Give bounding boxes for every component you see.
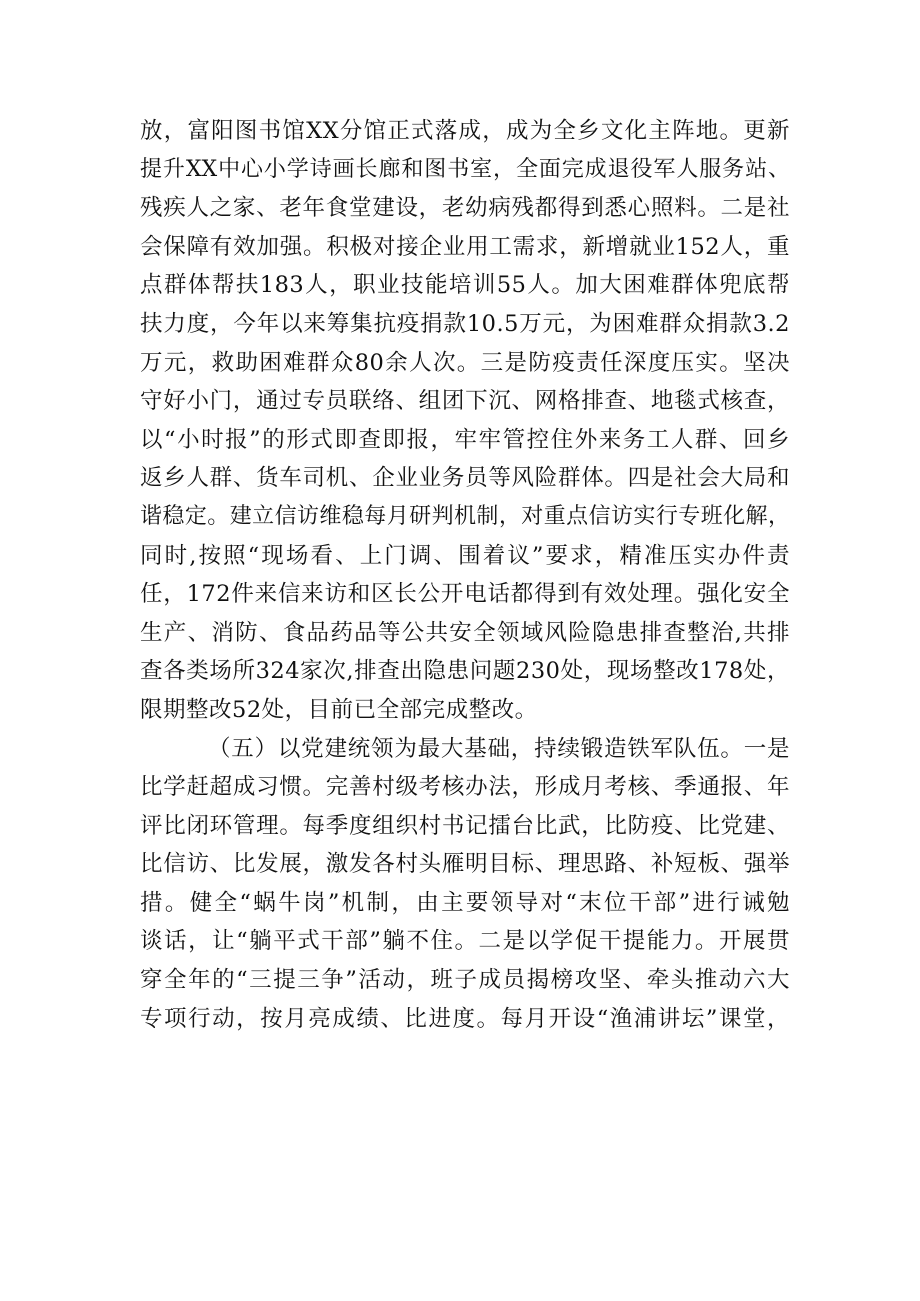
paragraph-line: 万元，救助困难群众80余人次。三是防疫责任深度压实。坚决: [140, 349, 790, 376]
paragraph-line: 限期整改52处，目前已全部完成整改。: [140, 696, 538, 723]
paragraph-line: 提升XX中心小学诗画长廊和图书室，全面完成退役军人服务站、: [140, 156, 790, 182]
paragraph-line: 任，172件来信来访和区长公开电话都得到有效处理。强化安全: [140, 581, 790, 608]
paragraph-line: 评比闭环管理。每季度组织村书记擂台比武，比防疫、比党建、: [140, 812, 790, 839]
section-heading-line: （五）以党建统领为最大基础，持续锻造铁军队伍。一是: [208, 735, 790, 762]
paragraph-2: [140, 730, 790, 1039]
paragraph-1: [140, 112, 790, 730]
paragraph-line: 返乡人群、货车司机、企业业务员等风险群体。四是社会大局和: [140, 465, 790, 492]
paragraph-line: 查各类场所324家次,排查出隐患问题230处，现场整改178处，: [140, 658, 790, 685]
document-body: [140, 112, 790, 1038]
paragraph-line: 比信访、比发展，激发各村头雁明目标、理思路、补短板、强举: [140, 851, 790, 878]
paragraph-line: 守好小门，通过专员联络、组团下沉、网格排查、地毯式核查，: [140, 388, 790, 415]
paragraph-line: 扶力度，今年以来筹集抗疫捐款10.5万元，为困难群众捐款3.2: [140, 310, 790, 337]
paragraph-line: 措。健全“蜗牛岗”机制，由主要领导对“末位干部”进行诫勉: [140, 889, 790, 916]
paragraph-line: 会保障有效加强。积极对接企业用工需求，新增就业152人，重: [140, 233, 790, 260]
paragraph-line: 放，富阳图书馆XX分馆正式落成，成为全乡文化主阵地。更新: [140, 118, 790, 144]
paragraph-line: 生产、消防、食品药品等公共安全领域风险隐患排查整治,共排: [140, 619, 790, 646]
paragraph-line: 比学赶超成习惯。完善村级考核办法，形成月考核、季通报、年: [140, 774, 790, 801]
paragraph-line: 残疾人之家、老年食堂建设，老幼病残都得到悉心照料。二是社: [140, 195, 790, 222]
paragraph-line: 以“小时报”的形式即查即报，牢牢管控住外来务工人群、回乡: [140, 426, 790, 453]
paragraph-line: 专项行动，按月亮成绩、比进度。每月开设“渔浦讲坛”课堂，: [140, 1005, 790, 1032]
paragraph-line: 点群体帮扶183人，职业技能培训55人。加大困难群体兜底帮: [140, 272, 790, 299]
paragraph-line: 同时,按照“现场看、上门调、围着议”要求，精准压实办件责: [140, 542, 790, 569]
paragraph-line: 谐稳定。建立信访维稳每月研判机制，对重点信访实行专班化解，: [140, 503, 790, 529]
paragraph-line: 穿全年的“三提三争”活动，班子成员揭榜攻坚、牵头推动六大: [140, 967, 790, 994]
paragraph-line: 谈话，让“躺平式干部”躺不住。二是以学促干提能力。开展贯: [140, 928, 790, 955]
